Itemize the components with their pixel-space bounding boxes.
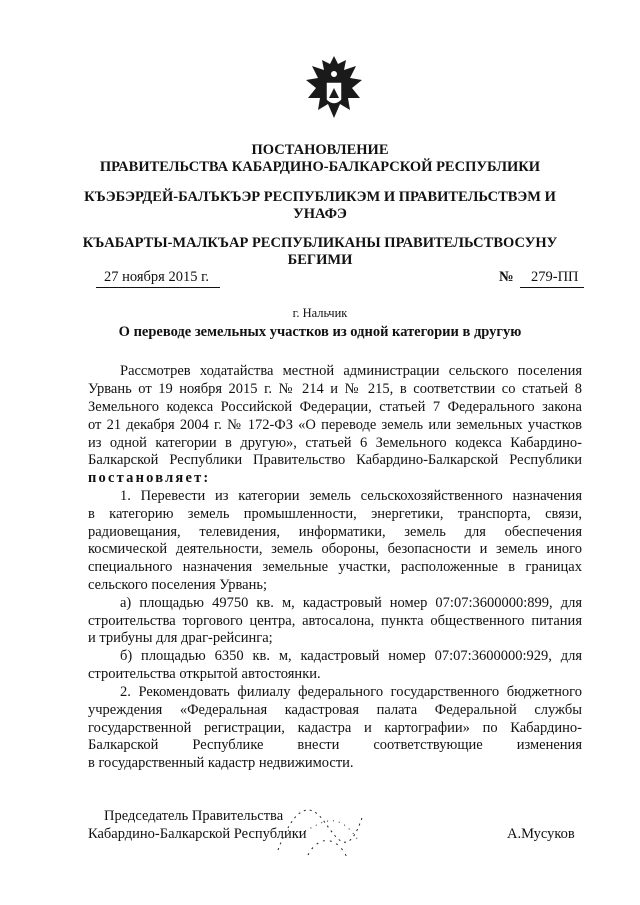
body-line: а) площадью 49750 кв. м, кадастровый номер 07:07:3600000:899, для [120, 595, 582, 611]
body-line: сельского поселения Урвань; [88, 577, 267, 593]
body-line: Урвань от 19 ноября 2015 г. № 214 и № 215, в соответствии со статьей 8 [88, 381, 582, 397]
body-line: б) площадью 6350 кв. м, кадастровый номер 07:07:3600000:929, для [120, 648, 582, 664]
doc-title-balk-line1: КЪАБАРТЫ-МАЛКЪАР РЕСПУБЛИКАНЫ ПРАВИТЕЛЬСТВОСУНУ [82, 235, 558, 251]
body-line: государственной регистрации, кадастра и картографии» по Кабардино- [88, 720, 582, 736]
doc-title-kab-line1: КЪЭБЭРДЕЙ-БАЛЪКЪЭР РЕСПУБЛИКЭМ И ПРАВИТЕЛЬСТВЭМ И [84, 189, 556, 205]
body-line: Балкарской Республике внести соответствующие изменения [88, 737, 582, 753]
body-line: строительства открытой автостоянки. [88, 666, 321, 682]
signature-scribble [268, 790, 378, 870]
body-line: радиовещания, телевидения, информатики, земель для обеспечения [88, 524, 582, 540]
doc-title-kab-line2: УНАФЭ [293, 206, 347, 222]
body-line: от 21 декабря 2004 г. № 172-ФЗ «О переводе земель или земельных участков [88, 417, 582, 433]
doc-number-label: № [499, 269, 514, 285]
body-line: Рассмотрев ходатайства местной администрации сельского поселения [120, 363, 582, 379]
body-line: из одной категории в другую», статьей 6 Земельного кодекса Кабардино- [88, 435, 582, 451]
body-line: 2. Рекомендовать филиалу федерального государственного бюджетного [120, 684, 582, 700]
doc-city: г. Нальчик [292, 306, 348, 320]
number-underline [520, 287, 584, 288]
signatory-position-line2: Кабардино-Балкарской Республики [88, 826, 307, 842]
body-line: учреждения «Федеральная кадастровая палата Федеральной службы [88, 702, 582, 718]
body-line: Земельного кодекса Российской Федерации, статьей 7 Федерального закона [88, 399, 582, 415]
doc-number: 279-ПП [531, 269, 579, 285]
signatory-name: А.Мусуков [507, 826, 575, 842]
doc-title-balk-line2: БЕГИМИ [287, 252, 353, 268]
date-underline [96, 287, 220, 288]
signatory-position-line1: Председатель Правительства [104, 808, 284, 824]
body-line: космической деятельности, земель обороны, безопасности и земель иного [88, 541, 582, 557]
doc-title-line2: ПРАВИТЕЛЬСТВА КАБАРДИНО-БАЛКАРСКОЙ РЕСПУБЛИКИ [99, 159, 541, 175]
body-line: 1. Перевести из категории земель сельскохозяйственного назначения [120, 488, 582, 504]
doc-date: 27 ноября 2015 г. [104, 269, 210, 285]
doc-subject: О переводе земельных участков из одной категории в другую [118, 324, 522, 340]
decree-word: постановляет: [88, 470, 211, 486]
body-line: в государственный кадастр недвижимости. [88, 755, 354, 771]
body-line: Балкарской Республики Правительство Кабардино-Балкарской Республики [88, 452, 582, 468]
body-line: и трибуны для драг-рейсинга; [88, 630, 273, 646]
body-line: специального назначения земельные участки, расположенные в границах [88, 559, 582, 575]
body-line: в категорию земель промышленности, энергетики, транспорта, связи, [88, 506, 582, 522]
coat-of-arms-icon [302, 52, 366, 124]
doc-title-line1: ПОСТАНОВЛЕНИЕ [251, 142, 389, 158]
body-line: строительства торгового центра, автосалона, пункта общественного питания [88, 613, 582, 629]
